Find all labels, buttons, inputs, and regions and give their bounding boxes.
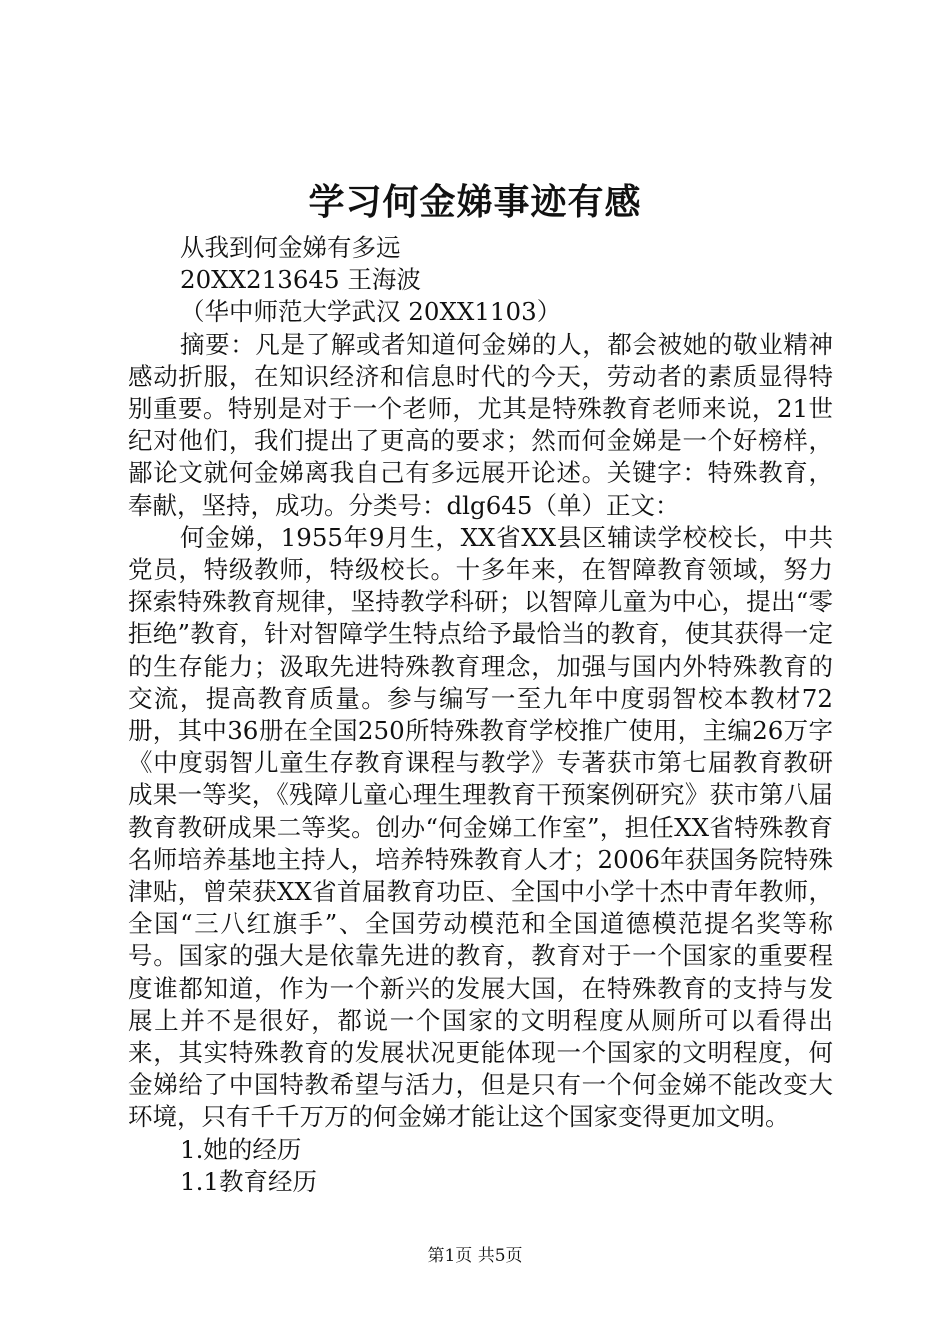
subsection-heading: 1.1教育经历 xyxy=(180,1166,317,1196)
document-body xyxy=(128,232,833,1198)
document-title: 学习何金娣事迹有感 xyxy=(308,181,642,223)
affiliation-line: （华中师范大学武汉 20XX1103） xyxy=(180,297,562,327)
document-subtitle: 从我到何金娣有多远 xyxy=(180,233,401,262)
abstract-paragraph: 摘要：凡是了解或者知道何金娣的人，都会被她的敬业精神感动折服，在知识经济和信息时代的今天，劳动者的素质显得特别重要。特别是对于一个老师，尤其是特殊教育老师来说，21世纪对他们，我们提出了更高的要求；然而何金娣是一个好榜样，鄙论文就何金娣离我自己有多远展开论述。关键字：特殊教育，奉献，坚持，成功。分类号：dlg645（单）正文： xyxy=(128,329,833,520)
body-paragraph: 何金娣，1955年9月生，XX省XX县区辅读学校校长，中共党员，特级教师，特级校长。十多年来，在智障教育领域，努力探索特殊教育规律，坚持教学科研；以智障儿童为中心，提出“零拒绝”教育，针对智障学生特点给予最恰当的教育，使其获得一定的生存能力；汲取先进特殊教育理念，加强与国内外特殊教育的交流，提高教育质量。参与编写一至九年中度弱智校本教材72册，其中36册在全国250所特殊教育学校推广使用，主编26万字《中度弱智儿童生存教育课程与教学》专著获市第七届教育教研成果一等奖，《残障儿童心理生理教育干预案例研究》获市第八届教育教研成果二等奖。创办“何金娣工作室”，担任XX省特殊教育名师培养基地主持人，培养特殊教育人才；2006年获国务院特殊津贴，曾荣获XX省首届教育功臣、全国中小学十杰中青年教师，全国“三八红旗手”、全国劳动模范和全国道德模范提名奖等称号。国家的强大是依靠先进的教育，教育对于一个国家的重要程度谁都知道，作为一个新兴的发展大国，在特殊教育的支持与发展上并不是很好，都说一个国家的文明程度从厕所可以看得出来，其实特殊教育的发展状况更能体现一个国家的文明程度，何金娣给了中国特教希望与活力，但是只有一个何金娣不能改变大环境，只有千千万万的何金娣才能让这个国家变得更加文明。 xyxy=(128,522,833,1132)
section-heading: 1.她的经历 xyxy=(180,1134,302,1164)
author-line: 20XX213645 王海波 xyxy=(180,265,421,295)
page-number-footer: 第1页 共5页 xyxy=(427,1246,523,1266)
